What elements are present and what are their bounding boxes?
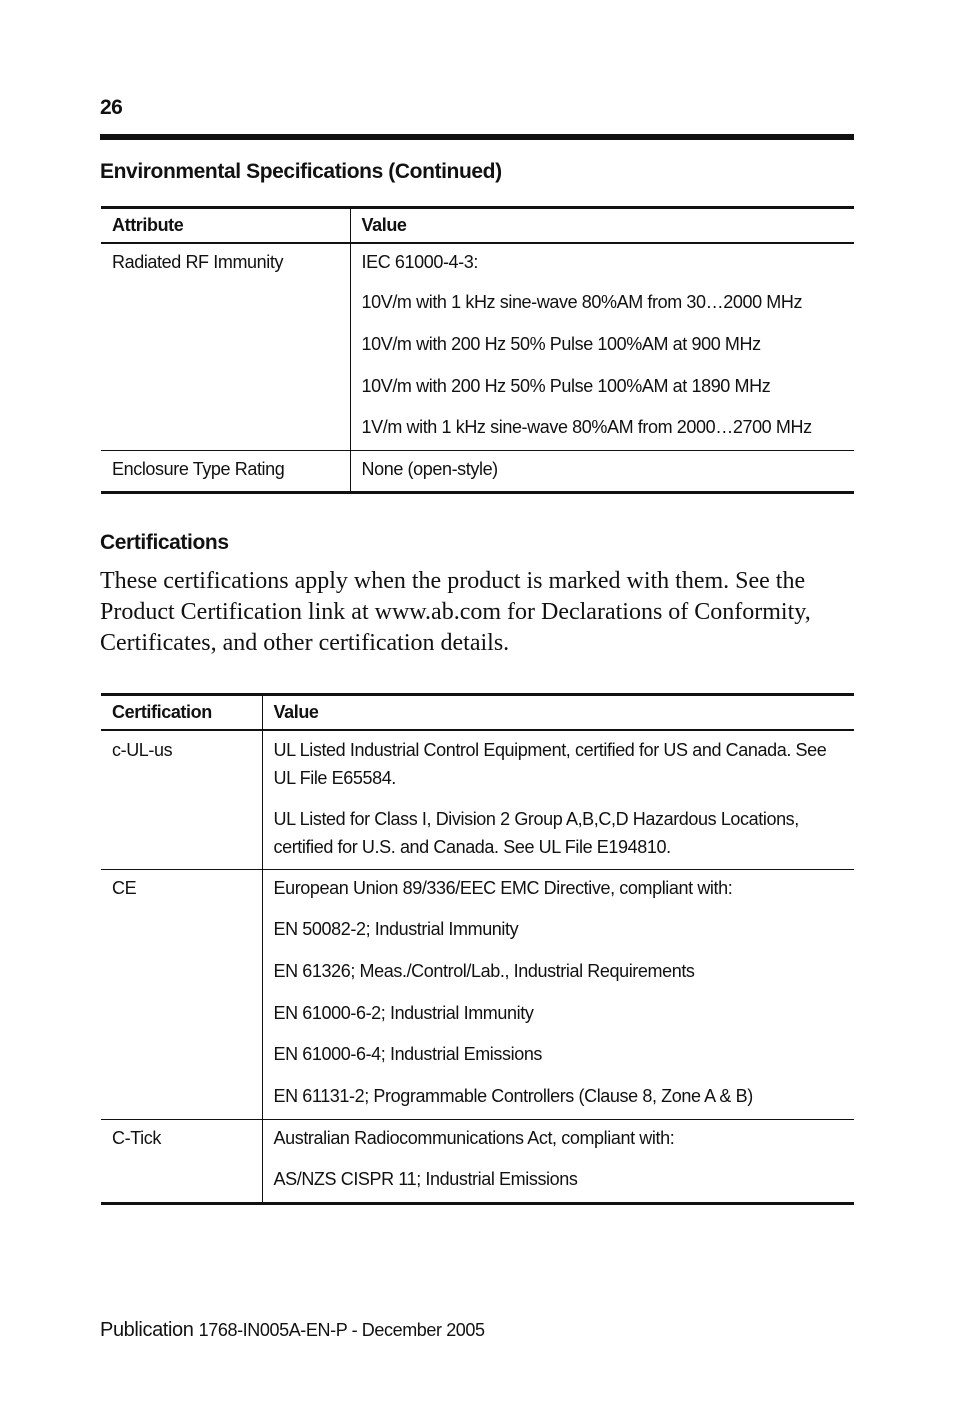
certifications-title: Certifications [100,531,229,554]
value-cell: 1V/m with 1 kHz sine-wave 80%AM from 2000…2700 MHz [361,417,812,438]
value-cell: Australian Radiocommunications Act, compliant with: [262,1120,854,1162]
value-cell: EN 50082-2; Industrial Immunity [273,919,519,940]
header-rule [100,134,854,140]
page-number: 26 [100,96,123,119]
value-cell: EN 61326; Meas./Control/Lab., Industrial Requirements [273,960,695,981]
value-header: Value [350,208,854,243]
attribute-header: Attribute [101,208,350,243]
table-row [101,451,854,493]
certification-cell: C-Tick [101,1120,262,1203]
environmental-specs-title: Environmental Specifications (Continued) [100,160,502,183]
table-row [101,730,854,800]
certification-cell: CE [101,870,262,1120]
certification-cell: c-UL-us [101,730,262,870]
certification-header: Certification [101,695,262,730]
certifications-table [101,693,854,1205]
publication-footer [100,1319,485,1342]
value-cell: IEC 61000-4-3: [361,251,478,272]
value-cell: 10V/m with 1 kHz sine-wave 80%AM from 30…2000 MHz [361,292,803,313]
value-cell: UL Listed for Class I, Division 2 Group A,B,C,D Hazardous Locations, certified for U.S. and Canada. See UL File E194810. [273,808,799,857]
certifications-intro: These certifications apply when the product is marked with them. See the Product Certification link at www.ab.com for Declarations of Conformity, Certificates, and other certification details. [100,568,811,656]
table-row [101,243,854,285]
value-header: Value [262,695,854,730]
value-cell: EN 61131-2; Programmable Controllers (Clause 8, Zone A & B) [273,1085,753,1106]
table-row [101,870,854,912]
value-cell: 10V/m with 200 Hz 50% Pulse 100%AM at 900 MHz [361,333,761,354]
value-cell: European Union 89/336/EEC EMC Directive, compliant with: [262,870,854,912]
value-cell: EN 61000-6-2; Industrial Immunity [273,1002,534,1023]
table-row [101,1120,854,1162]
value-cell: AS/NZS CISPR 11; Industrial Emissions [262,1161,854,1203]
publication-label: Publication [100,1319,194,1341]
value-cell: EN 61000-6-4; Industrial Emissions [273,1044,543,1065]
attribute-cell: Enclosure Type Rating [101,451,350,493]
value-cell: None (open-style) [350,451,854,493]
environmental-specs-table [101,206,854,494]
value-cell: UL Listed Industrial Control Equipment, certified for US and Canada. See UL File E65584. [273,739,827,788]
value-cell: 10V/m with 200 Hz 50% Pulse 100%AM at 1890 MHz [361,375,771,396]
attribute-cell: Radiated RF Immunity [101,243,350,451]
publication-number: 1768-IN005A-EN-P - December 2005 [198,1320,485,1340]
